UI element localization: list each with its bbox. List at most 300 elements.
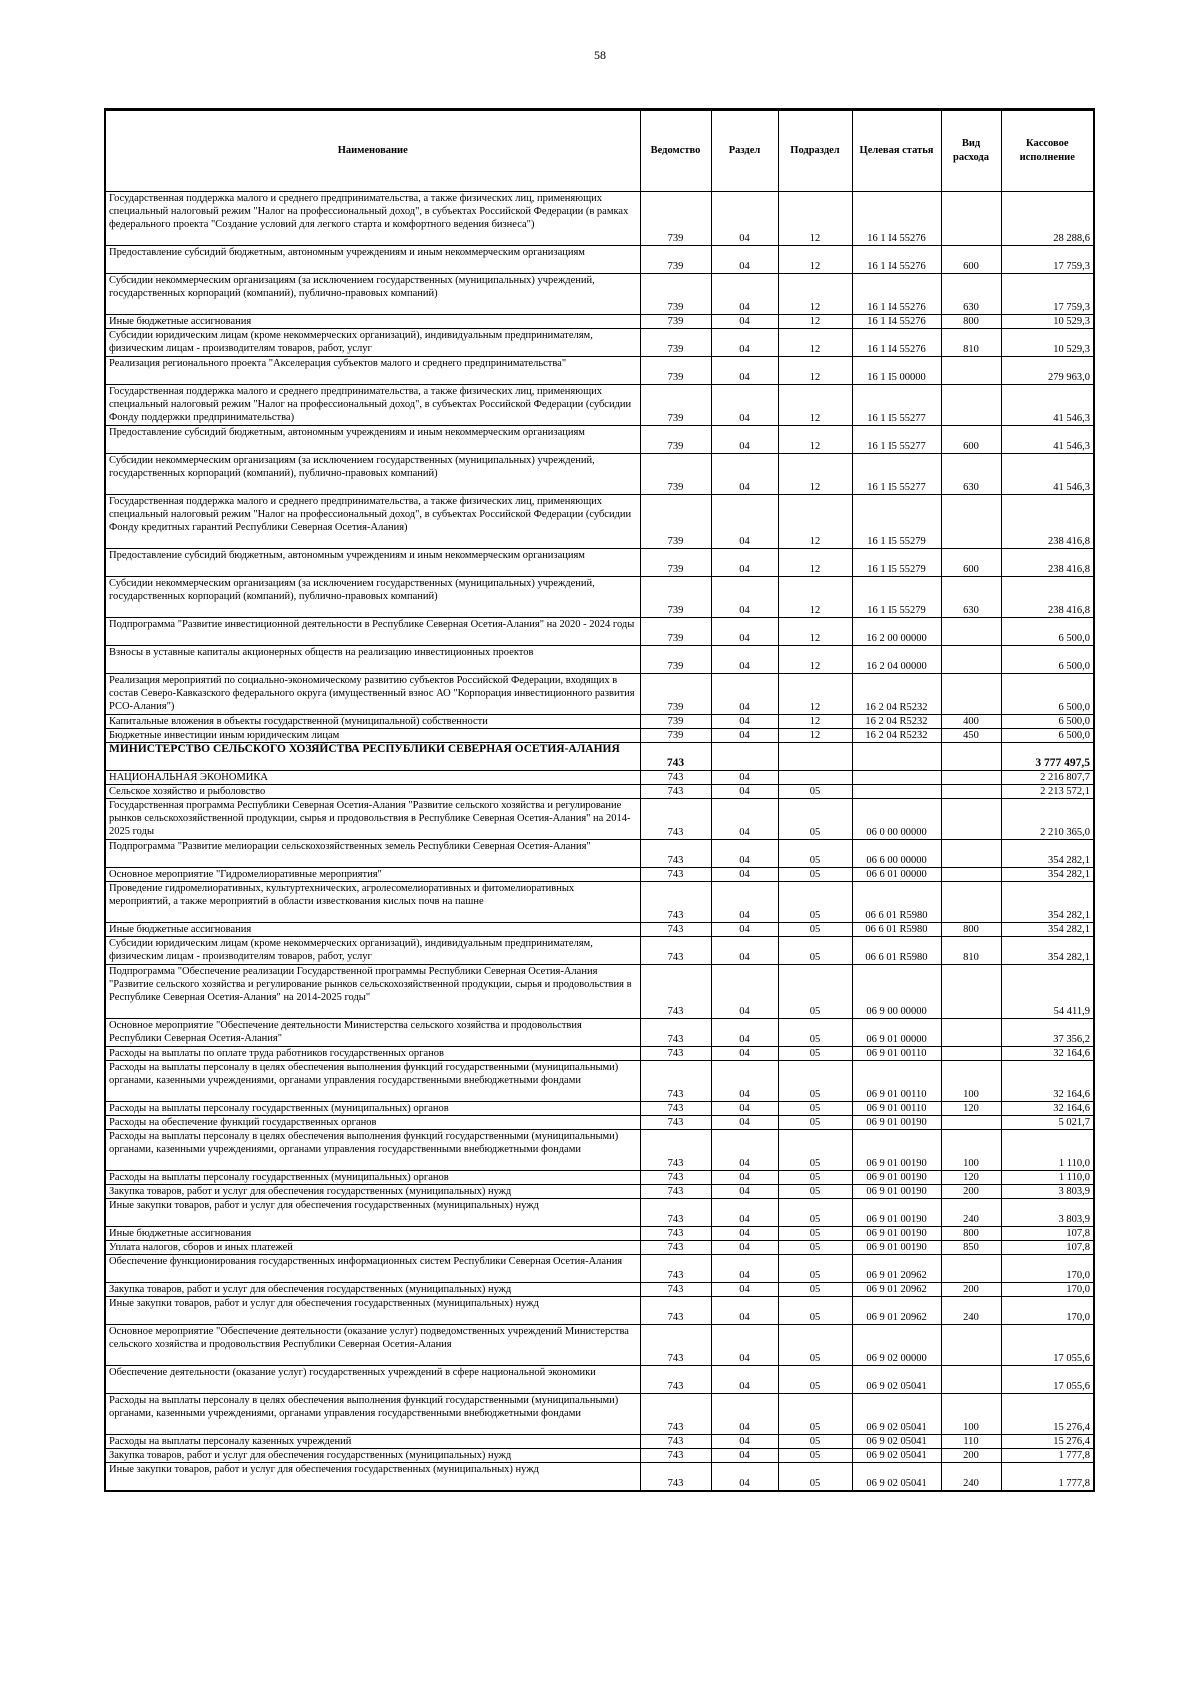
row-type: 600 [941, 549, 1001, 577]
row-type: 400 [941, 715, 1001, 729]
row-section: 04 [711, 965, 778, 1019]
row-section: 04 [711, 1171, 778, 1185]
row-amount: 1 110,0 [1001, 1130, 1094, 1171]
row-amount: 354 282,1 [1001, 868, 1094, 882]
row-dept: 739 [640, 715, 711, 729]
row-subsection: 12 [778, 246, 852, 274]
row-section: 04 [711, 674, 778, 715]
row-subsection: 05 [778, 840, 852, 868]
table-row [105, 1255, 1094, 1283]
row-type: 800 [941, 923, 1001, 937]
row-subsection [778, 743, 852, 771]
row-dept: 743 [640, 937, 711, 965]
row-name: Закупка товаров, работ и услуг для обеспечения государственных (муниципальных) нужд [105, 1283, 640, 1297]
row-amount: 238 416,8 [1001, 549, 1094, 577]
row-target [852, 743, 941, 771]
row-subsection: 12 [778, 315, 852, 329]
row-type: 240 [941, 1297, 1001, 1325]
row-type [941, 1366, 1001, 1394]
row-name: Основное мероприятие "Обеспечение деятельности (оказание услуг) подведомственных учреждений Министерства сельского хозяйства и продовольствия Республики Северная Осетия-Алания [105, 1325, 640, 1366]
table-row [105, 495, 1094, 549]
row-subsection: 05 [778, 1102, 852, 1116]
page-number: 58 [594, 48, 606, 62]
row-target: 16 1 I5 55279 [852, 549, 941, 577]
row-amount: 6 500,0 [1001, 618, 1094, 646]
row-amount: 1 110,0 [1001, 1171, 1094, 1185]
row-dept: 743 [640, 785, 711, 799]
row-section: 04 [711, 1255, 778, 1283]
row-name: Проведение гидромелиоративных, культуртехнических, агролесомелиоративных и фитомелиоративных мероприятий, а также мероприятий в области известкования кислых почв на пашне [105, 882, 640, 923]
row-subsection: 05 [778, 868, 852, 882]
row-name: Сельское хозяйство и рыболовство [105, 785, 640, 799]
row-subsection: 05 [778, 1199, 852, 1227]
budget-table [104, 108, 1095, 1492]
table-row [105, 315, 1094, 329]
row-type [941, 192, 1001, 246]
table-row [105, 549, 1094, 577]
table-row [105, 729, 1094, 743]
row-target: 16 1 I4 55276 [852, 329, 941, 357]
row-name: Уплата налогов, сборов и иных платежей [105, 1241, 640, 1255]
table-row [105, 1019, 1094, 1047]
table-row [105, 771, 1094, 785]
row-amount: 279 963,0 [1001, 357, 1094, 385]
row-target: 16 1 I4 55276 [852, 246, 941, 274]
row-subsection: 05 [778, 799, 852, 840]
row-name: Иные закупки товаров, работ и услуг для обеспечения государственных (муниципальных) нужд [105, 1199, 640, 1227]
table-row [105, 1102, 1094, 1116]
row-type: 810 [941, 937, 1001, 965]
row-subsection: 05 [778, 1394, 852, 1435]
row-dept: 743 [640, 1116, 711, 1130]
table-row [105, 1449, 1094, 1463]
row-amount: 17 055,6 [1001, 1366, 1094, 1394]
table-row [105, 329, 1094, 357]
table-row [105, 192, 1094, 246]
row-dept: 739 [640, 385, 711, 426]
table-row [105, 882, 1094, 923]
row-amount: 17 055,6 [1001, 1325, 1094, 1366]
row-amount: 354 282,1 [1001, 923, 1094, 937]
row-amount: 2 210 365,0 [1001, 799, 1094, 840]
row-name: Предоставление субсидий бюджетным, автономным учреждениям и иным некоммерческим организациям [105, 426, 640, 454]
row-section: 04 [711, 246, 778, 274]
header-row [105, 110, 1094, 192]
row-target: 06 9 00 00000 [852, 965, 941, 1019]
row-amount: 10 529,3 [1001, 315, 1094, 329]
row-type [941, 1325, 1001, 1366]
row-target: 06 9 01 00110 [852, 1061, 941, 1102]
row-target: 06 9 01 00190 [852, 1227, 941, 1241]
row-dept: 743 [640, 1394, 711, 1435]
header-section: Раздел [711, 110, 778, 192]
header-dept: Ведомство [640, 110, 711, 192]
row-dept: 743 [640, 840, 711, 868]
row-target: 16 1 I4 55276 [852, 315, 941, 329]
header-type: Вид расхода [941, 110, 1001, 192]
row-target: 06 9 02 05041 [852, 1394, 941, 1435]
row-name: Иные бюджетные ассигнования [105, 923, 640, 937]
row-type: 600 [941, 426, 1001, 454]
row-amount: 5 021,7 [1001, 1116, 1094, 1130]
row-section: 04 [711, 1435, 778, 1449]
row-amount: 41 546,3 [1001, 426, 1094, 454]
row-subsection [778, 771, 852, 785]
row-dept: 743 [640, 1297, 711, 1325]
row-amount: 3 803,9 [1001, 1199, 1094, 1227]
header-name: Наименование [105, 110, 640, 192]
row-section: 04 [711, 1116, 778, 1130]
row-type [941, 882, 1001, 923]
row-subsection: 05 [778, 1185, 852, 1199]
row-target: 06 9 01 00190 [852, 1199, 941, 1227]
row-amount: 6 500,0 [1001, 646, 1094, 674]
row-target: 16 2 04 R5232 [852, 715, 941, 729]
row-subsection: 05 [778, 1366, 852, 1394]
table-row [105, 868, 1094, 882]
row-dept: 739 [640, 329, 711, 357]
row-subsection: 05 [778, 1130, 852, 1171]
row-section: 04 [711, 1394, 778, 1435]
row-type: 800 [941, 1227, 1001, 1241]
row-subsection: 12 [778, 357, 852, 385]
row-name: Бюджетные инвестиции иным юридическим лицам [105, 729, 640, 743]
row-target: 16 1 I5 55277 [852, 385, 941, 426]
row-type [941, 799, 1001, 840]
row-type [941, 1047, 1001, 1061]
row-subsection: 05 [778, 937, 852, 965]
row-type: 120 [941, 1171, 1001, 1185]
row-dept: 743 [640, 965, 711, 1019]
row-section: 04 [711, 385, 778, 426]
table-row [105, 937, 1094, 965]
row-dept: 743 [640, 1102, 711, 1116]
row-type [941, 618, 1001, 646]
row-amount: 3 777 497,5 [1001, 743, 1094, 771]
header-amount: Кассовое исполнение [1001, 110, 1094, 192]
row-amount: 37 356,2 [1001, 1019, 1094, 1047]
row-name: Основное мероприятие "Обеспечение деятельности Министерства сельского хозяйства и продовольствия Республики Северная Осетия-Алания" [105, 1019, 640, 1047]
row-amount: 170,0 [1001, 1297, 1094, 1325]
row-dept: 743 [640, 1185, 711, 1199]
row-dept: 739 [640, 454, 711, 495]
row-subsection: 05 [778, 1061, 852, 1102]
row-dept: 743 [640, 771, 711, 785]
row-type [941, 646, 1001, 674]
row-name: Государственная поддержка малого и среднего предпринимательства, а также физических лиц, применяющих специальный налоговый режим "Налог на профессиональный доход", в субъектах Российской Федерации (субсидии Фонду кредитных гарантий Республики Северная Осетия-Алания) [105, 495, 640, 549]
row-name: МИНИСТЕРСТВО СЕЛЬСКОГО ХОЗЯЙСТВА РЕСПУБЛИКИ СЕВЕРНАЯ ОСЕТИЯ-АЛАНИЯ [105, 743, 640, 771]
header-subsection: Подраздел [778, 110, 852, 192]
row-section: 04 [711, 937, 778, 965]
row-name: Подпрограмма "Развитие инвестиционной деятельности в Республике Северная Осетия-Алания" на 2020 - 2024 годы [105, 618, 640, 646]
row-type [941, 868, 1001, 882]
row-target: 06 6 00 00000 [852, 840, 941, 868]
row-dept: 743 [640, 1435, 711, 1449]
row-dept: 743 [640, 1061, 711, 1102]
row-section: 04 [711, 840, 778, 868]
row-type: 850 [941, 1241, 1001, 1255]
row-target: 06 9 02 05041 [852, 1449, 941, 1463]
table-row [105, 743, 1094, 771]
row-name: Обеспечение деятельности (оказание услуг) государственных учреждений в сфере национальной экономики [105, 1366, 640, 1394]
row-amount: 1 777,8 [1001, 1449, 1094, 1463]
row-target: 06 9 01 00000 [852, 1019, 941, 1047]
row-target: 16 1 I4 55276 [852, 274, 941, 315]
row-subsection: 05 [778, 1227, 852, 1241]
row-name: Государственная программа Республики Северная Осетия-Алания "Развитие сельского хозяйства и регулирование рынков сельскохозяйственной продукции, сырья и продовольствия в Республике Северная Осетия-Алания" на 2014-2025 годы [105, 799, 640, 840]
row-section: 04 [711, 1463, 778, 1491]
row-amount: 6 500,0 [1001, 715, 1094, 729]
table-row [105, 1227, 1094, 1241]
row-type: 100 [941, 1130, 1001, 1171]
row-target: 06 9 01 00110 [852, 1102, 941, 1116]
row-subsection: 12 [778, 646, 852, 674]
row-name: Иные бюджетные ассигнования [105, 1227, 640, 1241]
row-amount: 10 529,3 [1001, 329, 1094, 357]
row-dept: 739 [640, 426, 711, 454]
row-section: 04 [711, 1241, 778, 1255]
table-row [105, 1185, 1094, 1199]
row-type: 200 [941, 1283, 1001, 1297]
row-section: 04 [711, 426, 778, 454]
row-dept: 743 [640, 1325, 711, 1366]
table-row [105, 646, 1094, 674]
row-subsection: 12 [778, 729, 852, 743]
row-section: 04 [711, 577, 778, 618]
row-dept: 743 [640, 1019, 711, 1047]
row-name: Государственная поддержка малого и среднего предпринимательства, а также физических лиц, применяющих специальный налоговый режим "Налог на профессиональный доход", в субъектах Российской Федерации (в рамках федерального проекта "Создание условий для легкого старта и комфортного ведения бизнеса") [105, 192, 640, 246]
row-amount: 41 546,3 [1001, 454, 1094, 495]
row-subsection: 05 [778, 1241, 852, 1255]
row-name: Предоставление субсидий бюджетным, автономным учреждениям и иным некоммерческим организациям [105, 246, 640, 274]
row-dept: 743 [640, 882, 711, 923]
row-section: 04 [711, 329, 778, 357]
row-name: Реализация мероприятий по социально-экономическому развитию субъектов Российской Федерации, входящих в состав Северо-Кавказского федерального округа (имущественный взнос АО "Корпорация инвестиционного развития РСО-Алания") [105, 674, 640, 715]
row-type [941, 1116, 1001, 1130]
row-type: 200 [941, 1449, 1001, 1463]
row-section: 04 [711, 1019, 778, 1047]
row-dept: 743 [640, 1241, 711, 1255]
table-row [105, 618, 1094, 646]
row-dept: 739 [640, 495, 711, 549]
row-type [941, 674, 1001, 715]
row-target: 06 6 01 00000 [852, 868, 941, 882]
row-type: 450 [941, 729, 1001, 743]
row-type: 630 [941, 274, 1001, 315]
table-row [105, 1283, 1094, 1297]
row-section: 04 [711, 923, 778, 937]
row-amount: 17 759,3 [1001, 246, 1094, 274]
row-target: 16 2 04 00000 [852, 646, 941, 674]
row-target: 06 9 01 20962 [852, 1283, 941, 1297]
row-dept: 739 [640, 192, 711, 246]
table-row [105, 785, 1094, 799]
row-target: 06 9 01 00110 [852, 1047, 941, 1061]
row-name: Иные закупки товаров, работ и услуг для обеспечения государственных (муниципальных) нужд [105, 1463, 640, 1491]
table-row [105, 799, 1094, 840]
row-name: Подпрограмма "Развитие мелиорации сельскохозяйственных земель Республики Северная Осетия-Алания" [105, 840, 640, 868]
header-target: Целевая статья [852, 110, 941, 192]
row-name: Расходы на выплаты персоналу государственных (муниципальных) органов [105, 1102, 640, 1116]
row-name: Взносы в уставные капиталы акционерных обществ на реализацию инвестиционных проектов [105, 646, 640, 674]
row-dept: 743 [640, 1171, 711, 1185]
row-subsection: 05 [778, 1297, 852, 1325]
row-section: 04 [711, 454, 778, 495]
table-row [105, 1435, 1094, 1449]
table-row [105, 1325, 1094, 1366]
row-target: 06 9 01 00190 [852, 1130, 941, 1171]
row-amount: 17 759,3 [1001, 274, 1094, 315]
row-name: Подпрограмма "Обеспечение реализации Государственной программы Республики Северная Осетия-Алания "Развитие сельского хозяйства и регулирование рынков сельскохозяйственной продукции, сырья и продовольствия в Республике Северная Осетия-Алания" на 2014-2025 годы" [105, 965, 640, 1019]
row-subsection: 12 [778, 495, 852, 549]
row-type [941, 495, 1001, 549]
row-target: 06 9 02 05041 [852, 1435, 941, 1449]
row-dept: 743 [640, 1463, 711, 1491]
row-subsection: 12 [778, 454, 852, 495]
row-section: 04 [711, 549, 778, 577]
row-name: Закупка товаров, работ и услуг для обеспечения государственных (муниципальных) нужд [105, 1449, 640, 1463]
row-name: Расходы на выплаты персоналу казенных учреждений [105, 1435, 640, 1449]
table-row [105, 454, 1094, 495]
table-row [105, 426, 1094, 454]
row-target: 06 9 01 00190 [852, 1116, 941, 1130]
row-section: 04 [711, 495, 778, 549]
row-section: 04 [711, 799, 778, 840]
row-dept: 739 [640, 357, 711, 385]
row-section [711, 743, 778, 771]
row-name: Субсидии некоммерческим организациям (за исключением государственных (муниципальных) учреждений, государственных корпораций (компаний), публично-правовых компаний) [105, 577, 640, 618]
row-subsection: 12 [778, 385, 852, 426]
row-dept: 743 [640, 1449, 711, 1463]
row-name: Расходы на выплаты персоналу в целях обеспечения выполнения функций государственными (муниципальными) органами, казенными учреждениями, органами управления государственными внебюджетными фондами [105, 1130, 640, 1171]
row-section: 04 [711, 1297, 778, 1325]
row-name: Предоставление субсидий бюджетным, автономным учреждениям и иным некоммерческим организациям [105, 549, 640, 577]
row-dept: 739 [640, 315, 711, 329]
row-type [941, 743, 1001, 771]
row-subsection: 12 [778, 674, 852, 715]
row-target: 06 9 02 00000 [852, 1325, 941, 1366]
row-amount: 354 282,1 [1001, 840, 1094, 868]
table-row [105, 274, 1094, 315]
row-section: 04 [711, 1283, 778, 1297]
row-subsection: 05 [778, 1255, 852, 1283]
row-type [941, 1019, 1001, 1047]
row-target: 06 9 02 05041 [852, 1463, 941, 1491]
row-dept: 743 [640, 743, 711, 771]
row-target: 06 6 01 R5980 [852, 923, 941, 937]
row-section: 04 [711, 274, 778, 315]
row-name: Закупка товаров, работ и услуг для обеспечения государственных (муниципальных) нужд [105, 1185, 640, 1199]
row-type: 630 [941, 577, 1001, 618]
row-section: 04 [711, 882, 778, 923]
row-target: 06 9 01 20962 [852, 1297, 941, 1325]
row-subsection: 05 [778, 1325, 852, 1366]
row-amount: 107,8 [1001, 1241, 1094, 1255]
row-amount: 238 416,8 [1001, 495, 1094, 549]
row-amount: 170,0 [1001, 1255, 1094, 1283]
row-section: 04 [711, 315, 778, 329]
row-type: 100 [941, 1394, 1001, 1435]
row-amount: 32 164,6 [1001, 1061, 1094, 1102]
row-section: 04 [711, 646, 778, 674]
row-target: 06 6 01 R5980 [852, 882, 941, 923]
row-name: Субсидии юридическим лицам (кроме некоммерческих организаций), индивидуальным предпринимателям, физическим лицам - производителям товаров, работ, услуг [105, 329, 640, 357]
row-target: 06 6 01 R5980 [852, 937, 941, 965]
row-subsection: 05 [778, 1019, 852, 1047]
row-section: 04 [711, 785, 778, 799]
row-name: Субсидии некоммерческим организациям (за исключением государственных (муниципальных) учреждений, государственных корпораций (компаний), публично-правовых компаний) [105, 274, 640, 315]
row-amount: 107,8 [1001, 1227, 1094, 1241]
row-subsection: 05 [778, 965, 852, 1019]
row-target: 16 2 04 R5232 [852, 729, 941, 743]
row-section: 04 [711, 715, 778, 729]
row-type: 240 [941, 1463, 1001, 1491]
row-target: 16 2 04 R5232 [852, 674, 941, 715]
row-target: 06 9 01 00190 [852, 1171, 941, 1185]
row-subsection: 05 [778, 1116, 852, 1130]
row-subsection: 12 [778, 274, 852, 315]
row-type [941, 965, 1001, 1019]
row-dept: 739 [640, 674, 711, 715]
row-section: 04 [711, 1227, 778, 1241]
row-amount: 354 282,1 [1001, 882, 1094, 923]
row-target: 16 1 I5 00000 [852, 357, 941, 385]
row-name: Расходы на выплаты персоналу в целях обеспечения выполнения функций государственными (муниципальными) органами, казенными учреждениями, органами управления государственными внебюджетными фондами [105, 1394, 640, 1435]
table-row [105, 246, 1094, 274]
row-subsection: 05 [778, 1047, 852, 1061]
row-amount: 32 164,6 [1001, 1047, 1094, 1061]
row-dept: 739 [640, 729, 711, 743]
row-subsection: 12 [778, 715, 852, 729]
row-type [941, 385, 1001, 426]
row-target: 06 9 01 00190 [852, 1185, 941, 1199]
row-name: Субсидии юридическим лицам (кроме некоммерческих организаций), индивидуальным предпринимателям, физическим лицам - производителям товаров, работ, услуг [105, 937, 640, 965]
row-target: 16 1 I5 55279 [852, 495, 941, 549]
row-type [941, 785, 1001, 799]
row-type [941, 840, 1001, 868]
row-target: 16 1 I5 55277 [852, 426, 941, 454]
table-row [105, 1199, 1094, 1227]
row-dept: 739 [640, 549, 711, 577]
row-target: 16 1 I5 55279 [852, 577, 941, 618]
row-name: Расходы на выплаты персоналу государственных (муниципальных) органов [105, 1171, 640, 1185]
row-amount: 1 777,8 [1001, 1463, 1094, 1491]
table-row [105, 357, 1094, 385]
row-amount: 15 276,4 [1001, 1394, 1094, 1435]
row-subsection: 12 [778, 549, 852, 577]
row-amount: 6 500,0 [1001, 674, 1094, 715]
row-section: 04 [711, 357, 778, 385]
row-type: 810 [941, 329, 1001, 357]
table-row [105, 1394, 1094, 1435]
row-type [941, 1255, 1001, 1283]
row-target: 16 1 I4 55276 [852, 192, 941, 246]
table-row [105, 715, 1094, 729]
row-subsection: 05 [778, 1283, 852, 1297]
row-dept: 743 [640, 799, 711, 840]
row-subsection: 12 [778, 329, 852, 357]
row-section: 04 [711, 618, 778, 646]
row-name: Государственная поддержка малого и среднего предпринимательства, а также физических лиц, применяющих специальный налоговый режим "Налог на профессиональный доход", в субъектах Российской Федерации (субсидии Фонду поддержки предпринимательства) [105, 385, 640, 426]
row-name: НАЦИОНАЛЬНАЯ ЭКОНОМИКА [105, 771, 640, 785]
row-section: 04 [711, 771, 778, 785]
table-row [105, 1047, 1094, 1061]
row-target: 06 0 00 00000 [852, 799, 941, 840]
row-name: Расходы на обеспечение функций государственных органов [105, 1116, 640, 1130]
table-row [105, 840, 1094, 868]
row-name: Капитальные вложения в объекты государственной (муниципальной) собственности [105, 715, 640, 729]
row-section: 04 [711, 1199, 778, 1227]
